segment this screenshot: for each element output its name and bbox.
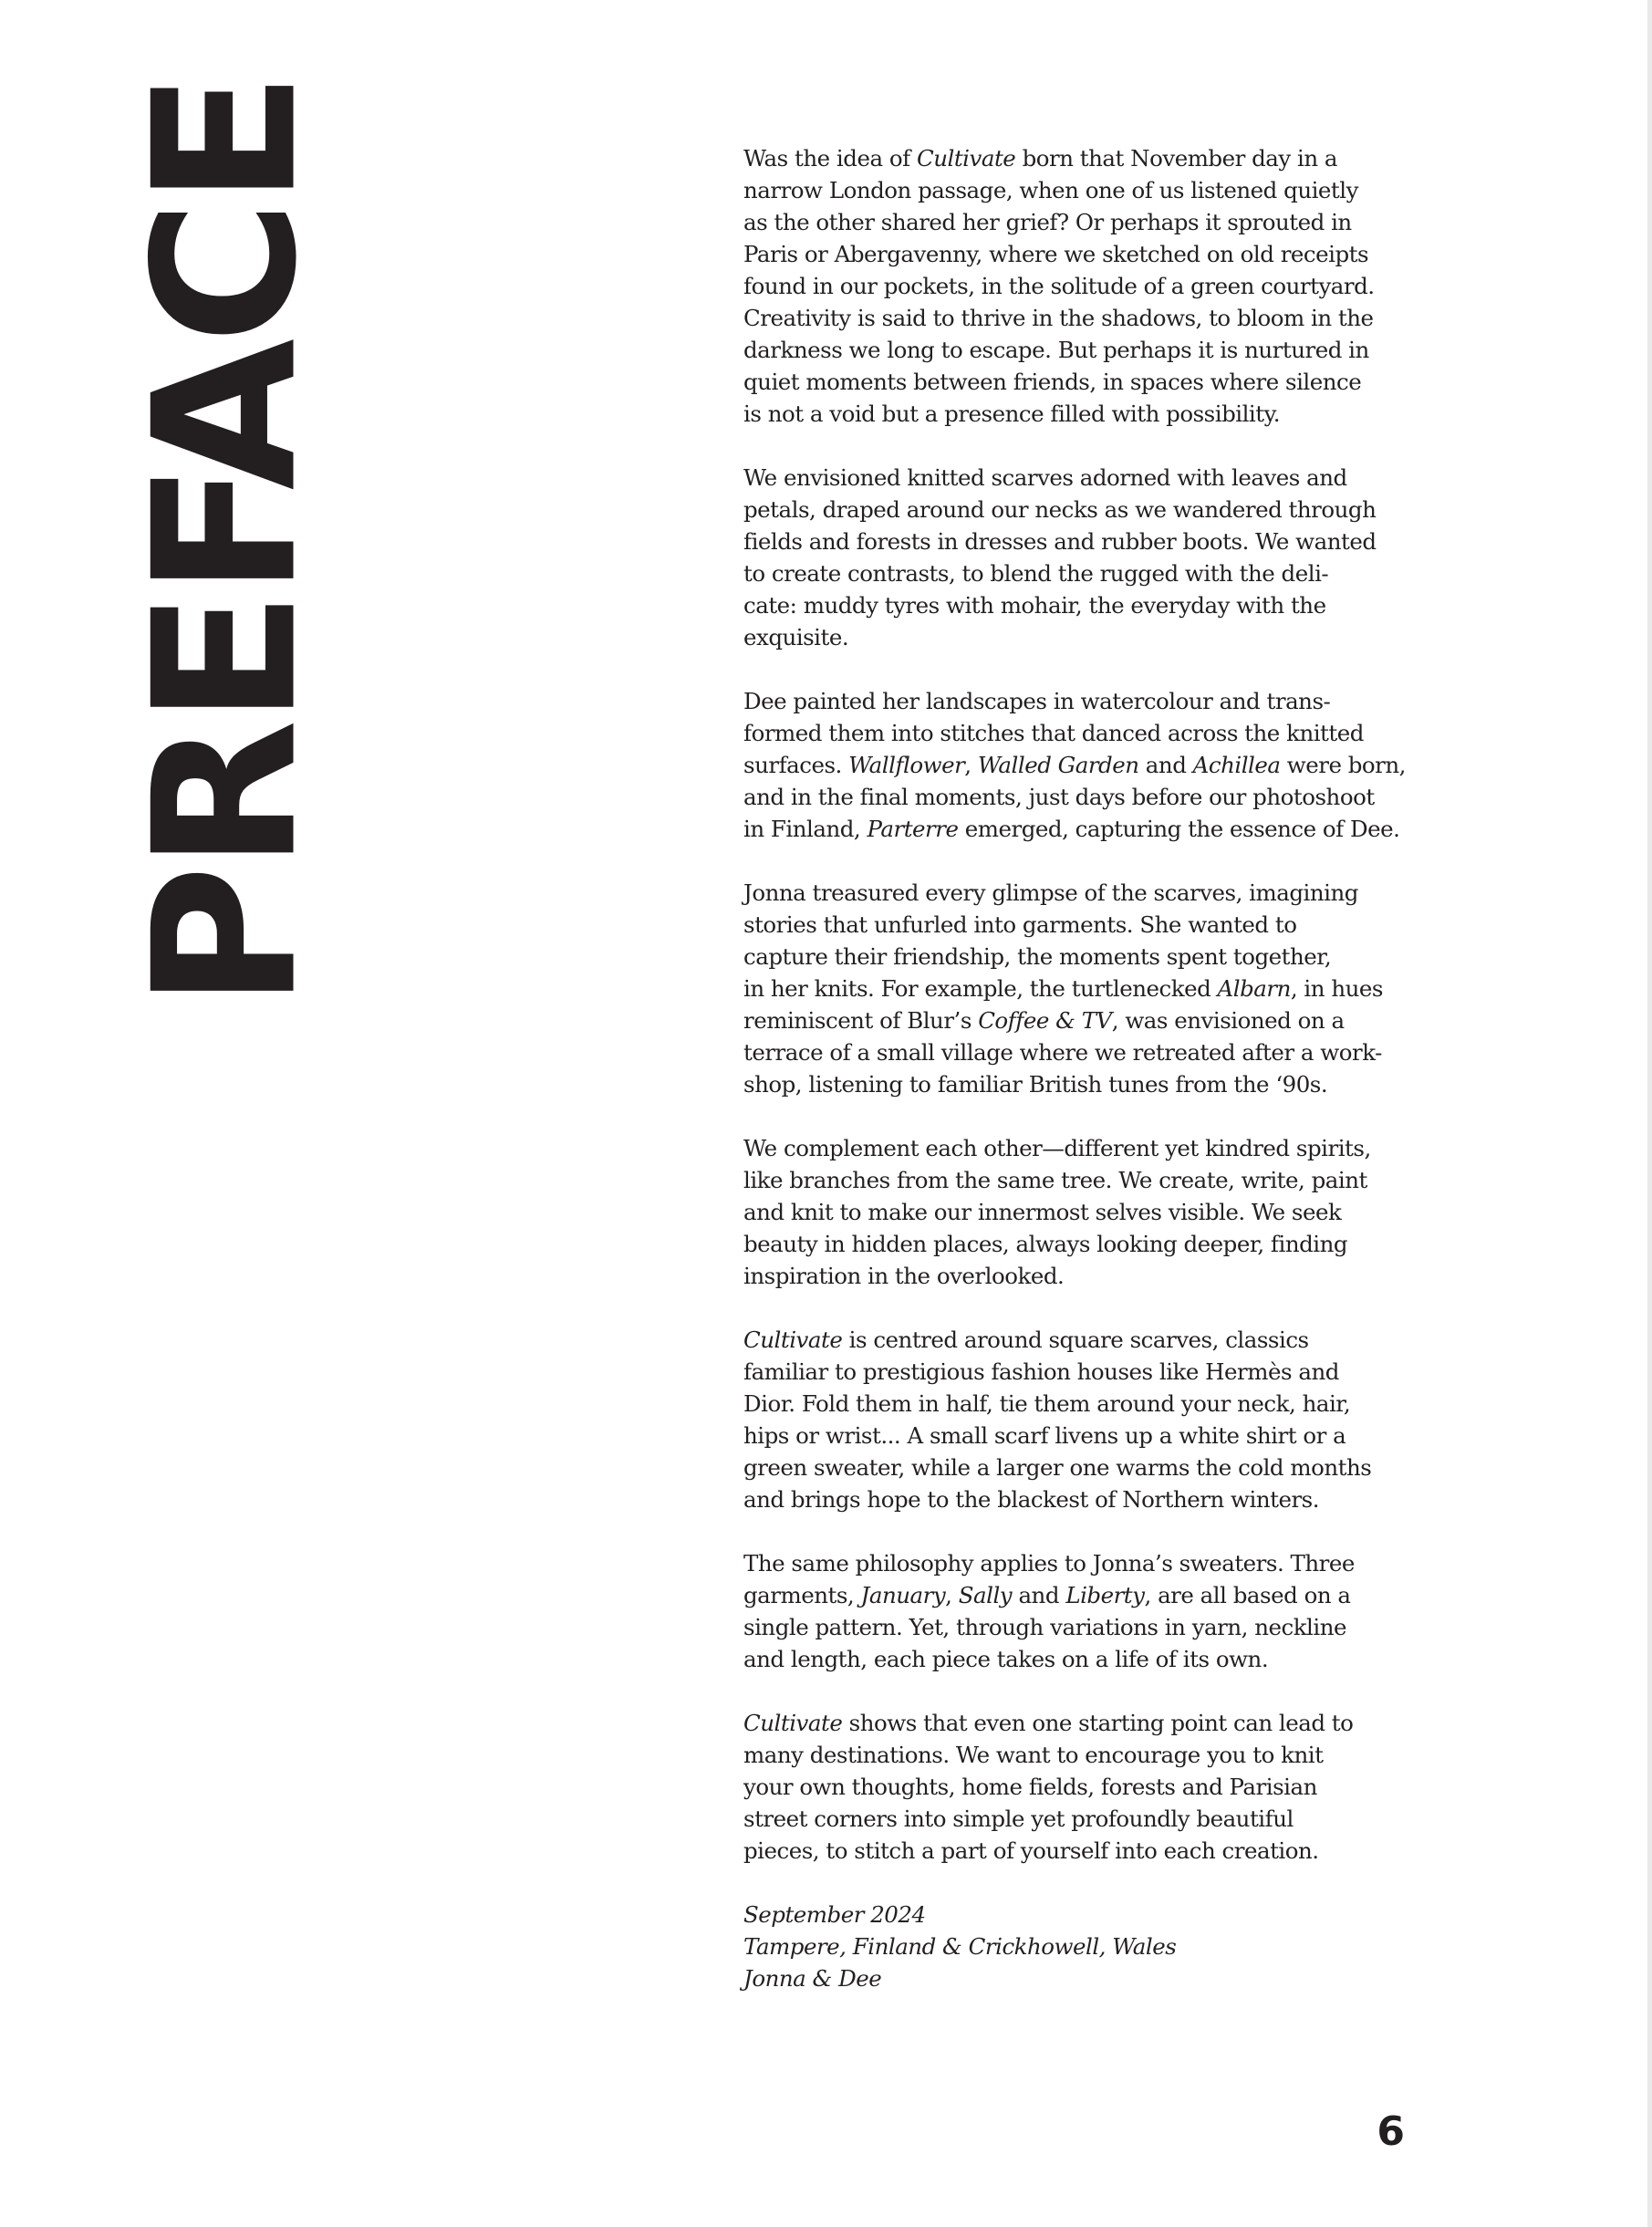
text-run: formed them into stitches that danced across the knitted [743, 720, 1364, 746]
text-line [743, 142, 1400, 174]
text-run: Paris or Abergavenny, where we sketched on old receipts [743, 241, 1369, 267]
text-line [743, 334, 1400, 366]
paragraph [743, 1324, 1400, 1515]
text-run: and brings hope to the blackest of Northern winters. [743, 1486, 1320, 1513]
text-run: Creativity is said to thrive in the shadows, to bloom in the [743, 305, 1374, 331]
italic-title: Wallflower [848, 752, 965, 778]
text-run: reminiscent of Blur’s [743, 1007, 979, 1034]
text-line [743, 1260, 1400, 1292]
italic-title: Sally [958, 1582, 1013, 1608]
text-line [743, 1036, 1400, 1068]
text-run: We envisioned knitted scarves adorned with leaves and [743, 464, 1347, 491]
text-line [743, 238, 1400, 270]
text-line [743, 621, 1400, 653]
text-line [743, 526, 1400, 557]
text-run: Dior. Fold them in half, tie them around your neck, hair, [743, 1390, 1351, 1417]
text-line [743, 1643, 1400, 1675]
text-line [743, 1068, 1400, 1100]
text-run: pieces, to stitch a part of yourself into each creation. [743, 1837, 1319, 1864]
text-line [743, 1579, 1400, 1611]
paragraph-list [743, 142, 1406, 1867]
text-run: and in the final moments, just days before our photoshoot [743, 784, 1375, 810]
text-run: , are all based on a [1144, 1582, 1351, 1608]
text-run: fields and forests in dresses and rubber boots. We wanted [743, 528, 1377, 555]
text-run: , was envisioned on a [1111, 1007, 1345, 1034]
text-run: is not a void but a presence filled with possibility. [743, 401, 1280, 427]
text-line [743, 1803, 1400, 1835]
text-run: street corners into simple yet profoundly beautiful [743, 1806, 1294, 1832]
signature-block [743, 1899, 1400, 1994]
text-run: inspiration in the overlooked. [743, 1263, 1065, 1289]
text-run: many destinations. We want to encourage you to knit [743, 1742, 1324, 1768]
text-run: is centred around square scarves, classics [842, 1327, 1309, 1353]
text-run: , [945, 1582, 959, 1608]
text-line [743, 685, 1400, 717]
text-run: narrow London passage, when one of us listened quietly [743, 177, 1358, 203]
preface-title-text: PREFACE [110, 77, 340, 1009]
italic-title: Cultivate [916, 145, 1016, 172]
text-line [743, 1483, 1400, 1515]
text-run: and length, each piece takes on a life of its own. [743, 1646, 1269, 1672]
text-run: and [1138, 752, 1193, 778]
text-line [743, 1707, 1400, 1739]
italic-title: Albarn [1217, 975, 1291, 1002]
text-run: hips or wrist... A small scarf livens up a white shirt or a [743, 1422, 1346, 1449]
text-run: and [1012, 1582, 1066, 1608]
text-run: like branches from the same tree. We create, write, paint [743, 1167, 1367, 1193]
text-line [743, 1388, 1400, 1420]
text-line [743, 1835, 1400, 1867]
italic-title: Liberty [1065, 1582, 1145, 1608]
text-line [743, 1004, 1400, 1036]
text-run: found in our pockets, in the solitude of a green courtyard. [743, 273, 1375, 299]
text-line [743, 1547, 1400, 1579]
text-line [743, 557, 1400, 589]
signature-places: Tampere, Finland & Crickhowell, Wales [743, 1933, 1177, 1960]
paragraph [743, 462, 1400, 653]
text-run: shows that even one starting point can lead to [842, 1710, 1354, 1736]
signature-authors: Jonna & Dee [743, 1965, 882, 1992]
paragraph [743, 1132, 1400, 1292]
text-run: to create contrasts, to blend the rugged with the deli- [743, 560, 1329, 587]
text-line [743, 973, 1400, 1004]
italic-title: Parterre [867, 816, 959, 842]
paragraph [743, 1547, 1400, 1675]
preface-body [743, 142, 1406, 1994]
text-run: The same philosophy applies to Jonna’s sweaters. Three [743, 1550, 1355, 1577]
text-line [743, 1356, 1400, 1388]
text-line [743, 174, 1400, 206]
text-line [743, 1611, 1400, 1643]
text-line [743, 1196, 1400, 1228]
text-line [743, 1739, 1400, 1771]
text-run: , [964, 752, 978, 778]
text-line [743, 813, 1400, 845]
text-run: emerged, capturing the essence of Dee. [958, 816, 1400, 842]
text-run: familiar to prestigious fashion houses like Hermès and [743, 1358, 1339, 1385]
text-run: cate: muddy tyres with mohair, the everyday with the [743, 592, 1326, 619]
paragraph [743, 685, 1406, 845]
text-run: We complement each other—different yet kindred spirits, [743, 1135, 1371, 1161]
text-run: terrace of a small village where we retreated after a work- [743, 1039, 1382, 1066]
text-line [743, 877, 1400, 909]
text-line [743, 462, 1400, 494]
text-run: Dee painted her landscapes in watercolour and trans- [743, 688, 1331, 714]
text-line [743, 494, 1400, 526]
text-line [743, 270, 1400, 302]
text-line [743, 1452, 1400, 1483]
text-run: stories that unfurled into garments. She wanted to [743, 911, 1297, 938]
text-run: Was the idea of [743, 145, 917, 172]
text-line [743, 941, 1400, 973]
text-line [743, 1324, 1400, 1356]
text-run: as the other shared her grief? Or perhaps it sprouted in [743, 209, 1352, 235]
text-run: exquisite. [743, 624, 849, 650]
text-line [743, 206, 1400, 238]
text-line [743, 781, 1400, 813]
text-run: born that November day in a [1015, 145, 1338, 172]
italic-title: Cultivate [743, 1327, 843, 1353]
text-run: capture their friendship, the moments spent together, [743, 943, 1332, 970]
text-run: beauty in hidden places, always looking deeper, finding [743, 1231, 1348, 1257]
text-run: single pattern. Yet, through variations in yarn, neckline [743, 1614, 1347, 1640]
text-line [743, 1132, 1400, 1164]
text-run: Jonna treasured every glimpse of the scarves, imagining [743, 879, 1358, 906]
text-run: and knit to make our innermost selves visible. We seek [743, 1199, 1342, 1225]
page-edge-shadow [1647, 0, 1652, 2227]
paragraph [743, 877, 1400, 1100]
text-run: garments, [743, 1582, 861, 1608]
text-run: in her knits. For example, the turtlenecked [743, 975, 1218, 1002]
text-run: shop, listening to familiar British tunes from the ‘90s. [743, 1071, 1328, 1098]
text-run: darkness we long to escape. But perhaps it is nurtured in [743, 337, 1369, 363]
text-run: petals, draped around our necks as we wandered through [743, 496, 1377, 523]
page-number: 6 [1377, 2108, 1405, 2155]
text-line [743, 909, 1400, 941]
text-run: , in hues [1290, 975, 1383, 1002]
paragraph [743, 1707, 1400, 1867]
text-line [743, 366, 1400, 398]
text-line [743, 717, 1400, 749]
text-line [743, 1420, 1400, 1452]
italic-title: January [860, 1582, 946, 1608]
signature-date: September 2024 [743, 1901, 926, 1928]
text-run: in Finland, [743, 816, 868, 842]
text-run: quiet moments between friends, in spaces where silence [743, 369, 1362, 395]
text-run: your own thoughts, home fields, forests and Parisian [743, 1774, 1317, 1800]
paragraph [743, 142, 1400, 430]
text-line [743, 1771, 1400, 1803]
text-line [743, 749, 1406, 781]
text-run: green sweater, while a larger one warms the cold months [743, 1454, 1372, 1481]
text-line [743, 302, 1400, 334]
text-line [743, 589, 1400, 621]
italic-title: Walled Garden [977, 752, 1139, 778]
italic-title: Cultivate [743, 1710, 843, 1736]
text-line [743, 1164, 1400, 1196]
italic-title: Coffee & TV [978, 1007, 1112, 1034]
text-run: were born, [1280, 752, 1406, 778]
text-line [743, 398, 1400, 430]
italic-title: Achillea [1192, 752, 1281, 778]
text-line [743, 1228, 1400, 1260]
text-run: surfaces. [743, 752, 849, 778]
